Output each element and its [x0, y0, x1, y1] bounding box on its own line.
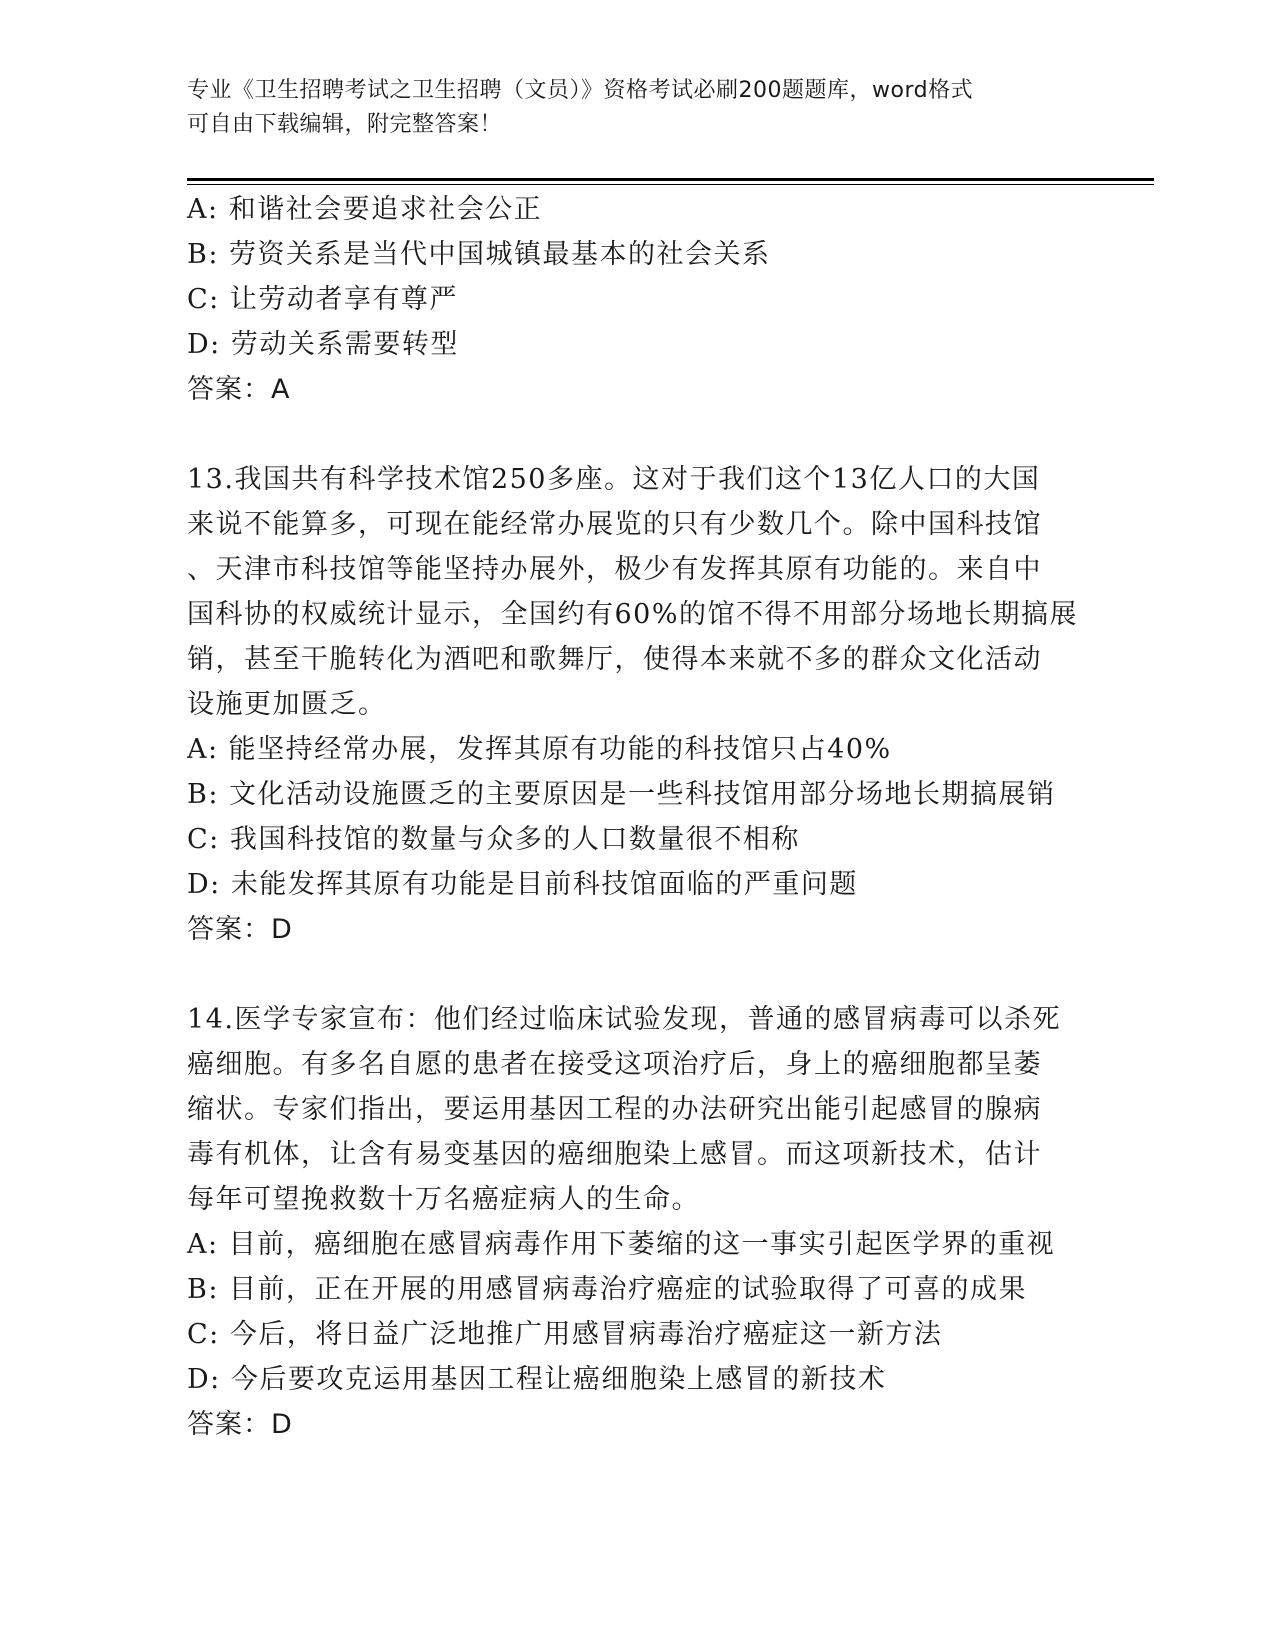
- question-stem-line: 来说不能算多，可现在能经常办展览的只有少数几个。除中国科技馆: [187, 509, 1042, 540]
- option-c: C: 今后，将日益广泛地推广用感冒病毒治疗癌症这一新方法: [187, 1319, 943, 1350]
- question-13: [187, 457, 1087, 952]
- option-d: D: 未能发挥其原有功能是目前科技馆面临的严重问题: [187, 869, 858, 900]
- answer-line: 答案：D: [187, 1409, 293, 1440]
- header-title-line-1: 专业《卫生招聘考试之卫生招聘（文员）》资格考试必刷200题题库，word格式: [187, 78, 974, 103]
- question-stem-line: 13.我国共有科学技术馆250多座。这对于我们这个13亿人口的大国: [187, 464, 1041, 495]
- question-stem-line: 14.医学专家宣布：他们经过临床试验发现，普通的感冒病毒可以杀死: [187, 1004, 1061, 1035]
- option-d: D: 今后要攻克运用基因工程让癌细胞染上感冒的新技术: [187, 1364, 887, 1395]
- question-14: [187, 997, 1087, 1447]
- option-c: C: 我国科技馆的数量与众多的人口数量很不相称: [187, 824, 800, 855]
- spacer: [187, 412, 1087, 457]
- header-title-line-2: 可自由下载编辑，附完整答案！: [187, 112, 503, 137]
- document-header: [187, 74, 1077, 142]
- option-c: C: 让劳动者享有尊严: [187, 284, 458, 315]
- question-stem-line: 国科协的权威统计显示，全国约有60%的馆不得不用部分场地长期搞展: [187, 599, 1079, 630]
- question-stem-line: 销，甚至干脆转化为酒吧和歌舞厅，使得本来就不多的群众文化活动: [187, 644, 1042, 675]
- option-d: D: 劳动关系需要转型: [187, 329, 459, 360]
- option-a: A: 和谐社会要追求社会公正: [187, 194, 543, 225]
- document-body: [187, 187, 1087, 1447]
- question-stem-line: 缩状。专家们指出，要运用基因工程的办法研究出能引起感冒的腺病: [187, 1094, 1042, 1125]
- answer-line: 答案：D: [187, 914, 293, 945]
- option-a: A: 目前，癌细胞在感冒病毒作用下萎缩的这一事实引起医学界的重视: [187, 1229, 1056, 1260]
- question-stem-line: 毒有机体，让含有易变基因的癌细胞染上感冒。而这项新技术，估计: [187, 1139, 1042, 1170]
- option-b: B: 劳资关系是当代中国城镇最基本的社会关系: [187, 239, 771, 270]
- question-stem-line: 、天津市科技馆等能坚持办展外，极少有发挥其原有功能的。来自中: [187, 554, 1042, 585]
- option-b: B: 文化活动设施匮乏的主要原因是一些科技馆用部分场地长期搞展销: [187, 779, 1056, 810]
- option-a: A: 能坚持经常办展，发挥其原有功能的科技馆只占40%: [187, 734, 892, 765]
- question-stem-line: 癌细胞。有多名自愿的患者在接受这项治疗后，身上的癌细胞都呈萎: [187, 1049, 1042, 1080]
- question-stem-line: 设施更加匮乏。: [187, 689, 387, 720]
- spacer: [187, 952, 1087, 997]
- header-divider-thick: [187, 178, 1154, 181]
- answer-line: 答案：A: [187, 374, 291, 405]
- option-b: B: 目前，正在开展的用感冒病毒治疗癌症的试验取得了可喜的成果: [187, 1274, 1028, 1305]
- question-12: [187, 187, 1087, 412]
- header-divider-thin: [187, 184, 1154, 185]
- question-stem-line: 每年可望挽救数十万名癌症病人的生命。: [187, 1184, 700, 1215]
